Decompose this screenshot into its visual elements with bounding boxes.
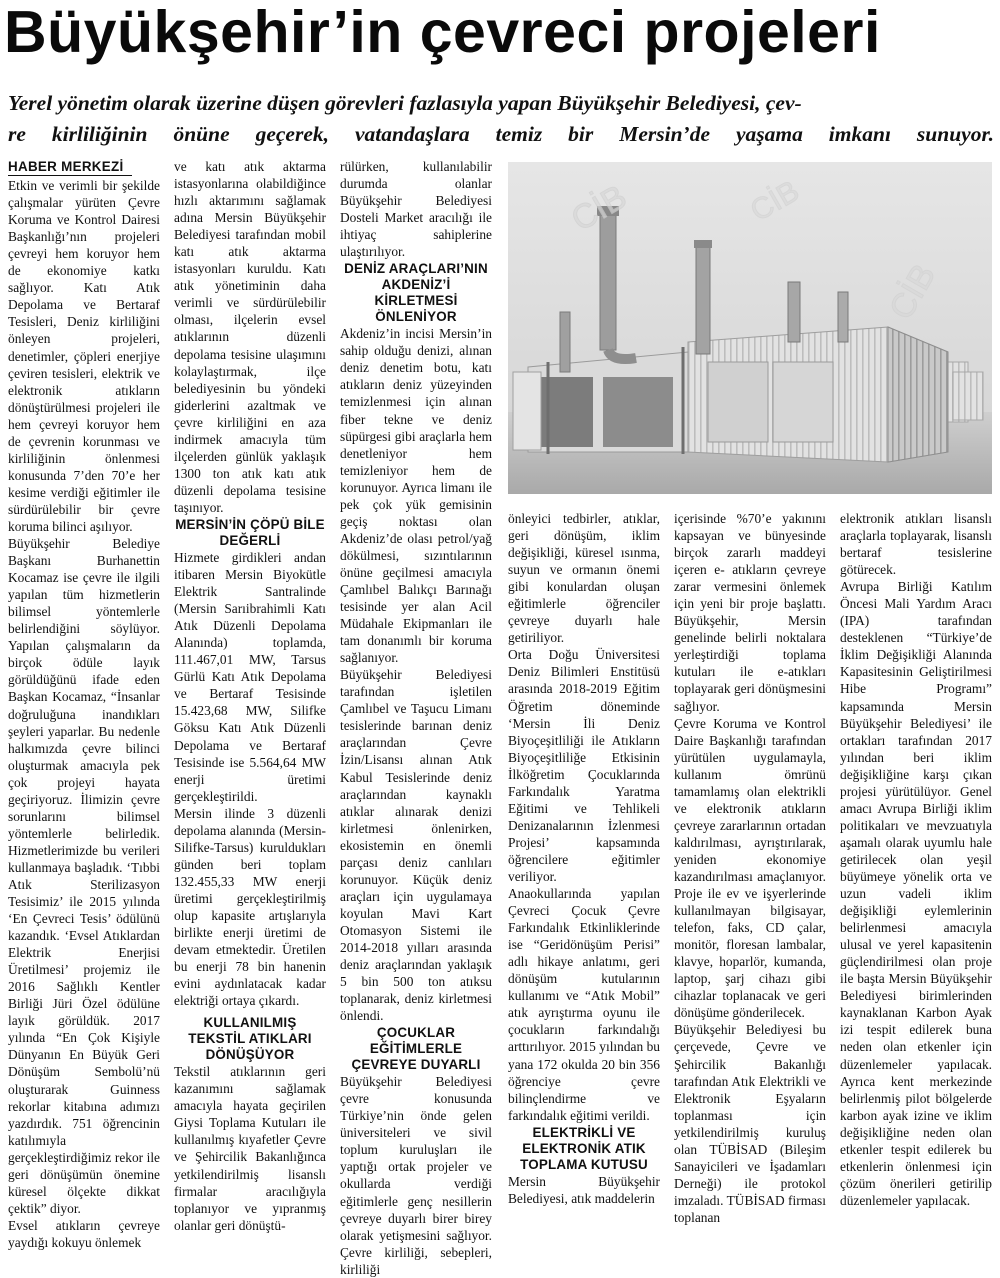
paragraph: Akdeniz’in incisi Mersin’in sahip olduğu denizi, alınan deniz denetim botu, katı atıkların deniz yüzeyinden temizlenmesi için alınan fiber tekne ve deniz süpürgesi gibi araçlarla hem denetleniyor hem temizleniyor hem de korunuyor. Ayrıca limanı ile pek çok yük gemisinin geçiş noktası olan Akdeniz’de olası petrol/yağ dökülmesi, sızıntılarının önüne geçilmesi amacıyla Çamlıbel Balıkçı Barınağı tesisinde yer alan Acil Müdahale Ekipmanları ile tam donanımlı bir koruma sağlanıyor. (340, 326, 492, 666)
byline: HABER MERKEZİ (8, 158, 132, 176)
paragraph: Anaokullarında yapılan Çevreci Çocuk Çevre Farkındalık Etkinliklerinde ise “Geridönüşüm Perisi” adlı hikaye anlatımı, geri dönüşüm kutularının kullanımı ve “Atık Mobil” atık ayrıştırma oyunu ile çocukların farkındalığı arttırılıyor. 2015 yılından bu yana 172 okulda 20 bin 356 öğrenciye çevre bilinçlendirme ve farkındalık eğitimi verildi. (508, 886, 660, 1123)
headline: Büyükşehir’in çevreci projeleri (4, 0, 881, 65)
paragraph: Büyükşehir Belediyesi tarafından işletilen Çamlıbel ve Taşucu Limanı tesislerinde barınan deniz araçlarından Çevre İzin/Lisansı alınan Atık Kabul Tesislerinde deniz araçlarından kaynaklı atıklar alınarak denizi kirletmesi önlenirken, ekosistemin en önemli parçası deniz canlıları korunuyor. Küçük deniz araçları için uygulamaya koyulan Mavi Kart Otomasyon Sistemi ile 2014-2018 yılları arasında deniz araçlarından yaklaşık 5 bin 500 ton atıksu toplanarak, deniz kirletmesi önlendi. (340, 667, 492, 1024)
photo-illustration (508, 162, 992, 494)
paragraph: Etkin ve verimli bir şekilde çalışmalar yürüten Çevre Koruma ve Kontrol Dairesi Başkanlığı’nın projeleri çevreyi hem koruyor hem de ekonomiye katkı sağlıyor. Katı Atık Depolama ve Bertaraf Tesisleri, Deniz kirliliğini önleyen projeleri, denetimler, çöpleri enerjiye çeviren tesisleri, elektrik ve elektronik atıkların dönüştürülmesi projeleri ile hem çevreyi koruyor hem de çevrenin korunması ve kirliliğinin önlenmesi konusunda 7’den 70’e her kesime verdiği eğitimler ile sürdürülebilir bir çevre koruma bilinci aşılıyor. (8, 178, 160, 534)
paragraph: Büyükşehir Belediye Başkanı Burhanettin Kocamaz ise çevre ile ilgili yapılan tüm hizmetlerin bilimsel yöntemlerle belirlendiğini söylüyor. Yapılan çalışmaların da birçok ödüle layık görüldüğünü ifade eden Başkan Kocamaz, “İnsanlar doğruluğuna inandıkları şeyleri yaparlar. Bu nedenle halkımızda çevre bilinci oluşturmak amacıyla pek çok projeyi hayata geçiriyoruz. İlimizin çevre sorunlarını bilimsel yöntemlerle belirledik. Hizmetlerimizde bu verileri kullanmaya başladık. ‘Tıbbi Atık Sterilizasyon Tesisimiz’ ile 2015 yılında ‘En Çevreci Tesis’ ödülünü kazandık. ‘Evsel Atıklardan Elektrik Enerjisi Üretilmesi’ projemiz ile 2016 Sağlıklı Kentler Birliği Jüri Özel ödülüne layık görüldük. 2017 yılında “En Çok Kişiyle Dünyanın En Büyük Geri Dönüşüm Sembolü’nü oluşturarak Guinness rekorlar kitabına adımızı yazdırdık. 751 öğrencinin katılımıyla gerçekleştirdiğimiz rekor ile geri dönüşümün önemine küresel ölçekte dikkat çektik” diyor. (8, 536, 160, 1216)
photo-watermark: CİB (565, 177, 634, 239)
paragraph: Büyükşehir Belediyesi bu çerçevede, Çevre ve Şehircilik Bakanlığı tarafından Atık Elektrikli ve Elektronik Eşyaların toplanması için yetkilendirilmiş kuruluş olan TÜBİSAD (Bileşim Sanayicileri ve İşadamları Derneği) ile protokol imzaladı. TÜBİSAD firması toplanan (674, 1022, 826, 1225)
paragraph: Orta Doğu Üniversitesi Deniz Bilimleri Enstitüsü arasında 2018-2019 Eğitim Öğretim döneminde ‘Mersin İli Deniz Biyoçeşitliliği ile Atıkların Biyoçeşitliliğe Etkisinin İlköğretim Çocuklarında Farkındalık Yaratma Eğitimi ve Tehlikeli Denizanalarının İzlenmesi Projesi’ kapsamında öğrencilere eğitimler veriliyor. (508, 647, 660, 884)
paragraph: Mersin Büyükşehir Belediyesi, atık maddelerin (508, 1173, 660, 1206)
subtitle-line-1: Yerel yönetim olarak üzerine düşen görevleri fazlasıyla yapan Büyükşehir Belediyesi, çev- (8, 91, 802, 115)
paragraph: ve katı atık aktarma istasyonlarına olabildiğince hızlı aktarımını sağlamak adına Mersin Büyükşehir Belediyesi tarafından mobil katı atık aktarma istasyonları kuruldu. Katı atık yönetiminin daha verimli ve sürdürülebilir olması, ilçelerin evsel atıklarının düzenli depolama tesisine ulaşımını kolaylaştırmak, ilçe belediyesinin bu yöndeki giderlerini azaltmak ve çevre kirliliğini en aza indirmek amacıyla tüm ilçelerden günlük yaklaşık 1300 ton atık katı atık düzenli depolama tesisine taşınıyor. (174, 159, 326, 515)
paragraph: Mersin ilinde 3 düzenli depolama alanında (Mersin-Silifke-Tarsus) kuruldukları günden beri toplam 132.455,33 MW enerji üretimi gerçekleştirilmiş olup kapasite artışlarıyla birlikte enerji üretimi de devam etmektedir. Üretilen bu enerji 78 bin hanenin evini aydınlatacak kadar elektriği ortaya çıkardı. (174, 805, 326, 1009)
paragraph: Çevre Koruma ve Kontrol Daire Başkanlığı tarafından yürütülen uygulamayla, kullanım ömrünü tamamlamış olan elektrikli ve elektronik atıkların çevreye zararlarının ortadan kaldırılması, ayrıştırılarak, yeniden ekonomiye kazandırılması amaçlanıyor. Proje ile ev ve işyerlerinde kullanılmayan bilgisayar, telefon, faks, CD çalar, monitör, floresan lambalar, klavye, hoparlör, kumanda, laptop, şarj cihazı gibi cihazlar toplanacak ve geri dönüşüme gönderilecek. (674, 715, 826, 1021)
column-1 (8, 158, 160, 1250)
photo-watermark: CİB (745, 174, 805, 229)
paragraph: Evsel atıkların çevreye yaydığı kokuyu önlemek (8, 1217, 160, 1250)
column-4 (508, 510, 660, 1226)
paragraph: içerisinde %70’e yakınını kapsayan ve bünyesinde birçok zararlı maddeyi içeren e- atıkların çevreye zarar vermesini önlemek için yeni bir proje başlattı. Büyükşehir, Mersin genelinde belirli noktalara yerleştirdiği toplama kutuları ile e-atıkları toplayarak geri dönüşmesini sağlıyor. (674, 511, 826, 714)
paragraph: Büyükşehir Belediyesi çevre konusunda Türkiye’nin önde gelen üniversiteleri ve sivil toplum kuruluşları ile yaptığı ortak projeler ve okullarda verdiği eğitimlerle genç nesillerin çevreye duyarlı birer birey olarak yetişmesini sağlıyor. Çevre kirliliği, sebepleri, kirliliği (340, 1074, 492, 1277)
section-heading: ELEKTRİKLİ VE ELEKTRONİK ATIK TOPLAMA KUTUSU (520, 1124, 648, 1172)
section-heading: KULLANILMIŞ TEKSTİL ATIKLARI DÖNÜŞÜYOR (188, 1015, 312, 1063)
photo-watermark: CİB (882, 257, 944, 326)
paragraph: önleyici tedbirler, atıklar, geri dönüşüm, iklim değişikliği, küresel ısınma, suyun ve ormanın önemi gibi konulardan oluşan eğitimlerle öğrenciler çevreye duyarlı hale getiriliyor. (508, 511, 660, 646)
paragraph: elektronik atıkları lisanslı araçlarla toplayarak, lisanslı bertaraf tesislerine götürecek. (840, 511, 992, 578)
subtitle (8, 88, 994, 150)
paragraph: rülürken, kullanılabilir durumda olanlar Büyükşehir Belediyesi Dosteli Market aracılığı ile ihtiyaç sahiplerine ulaştırılıyor. (340, 159, 492, 260)
subtitle-line-2: re kirliliğinin önüne geçerek, vatandaşlara temiz bir Mersin’de yaşama imkanı sunuyor. (8, 122, 994, 146)
column-6 (840, 510, 992, 1226)
section-heading: MERSİN’İN ÇÖPÜ BİLE DEĞERLİ (175, 516, 325, 548)
section-heading: DENİZ ARAÇLARI’NIN AKDENİZ’İ KİRLETMESİ ÖNLENİYOR (344, 261, 488, 325)
paragraph: Avrupa Birliği Katılım Öncesi Mali Yardım Aracı (IPA) tarafından desteklenen “Türkiye’de İklim Değişikliği Alanında Kapasitesinin Geliştirilmesi Hibe Programı” kapsamında Mersin Büyükşehir Belediyesi’ ile ortakları tarafından 2017 yılından beri iklim değişikliğine karşı çıkan projesi yürütülüyor. Genel amacı Avrupa Birliği iklim politikaları ve mevzuatıyla aşamalı olarak uyumlu hale getirilecek olan yeşil büyümeye yönelik orta ve uzun vadeli iklim değişikliği eylemlerinin belirlenmesi amacıyla ulusal ve yerel kapasitenin güçlendirilmesi olan proje ile başta Mersin Büyükşehir Belediyesi birimlerinden kaynaklanan Karbon Ayak izi tespit edilerek buna neden olan etkenler için düzenlemeler yapılacak. Ayrıca kent merkezinde belirlenmiş pilot bölgelerde karbon ayak izine ve iklim değişikliğine neden olan etkenler tespit edilerek bu etkenlerin önlenmesi için çözüm önerileri getirilip düzenlemeler yapılacak. (840, 579, 992, 1208)
paragraph: Tekstil atıklarının geri kazanımını sağlamak amacıyla hayata geçirilen Giysi Toplama Kutuları ile kullanılmış kıyafetler Çevre ve Şehircilik Bakanlığınca yetkilendirilmiş lisanslı firmalar aracılığıyla toplanıyor ve yıpranmış olanlar geri dönüştü- (174, 1064, 326, 1233)
column-2 (174, 158, 326, 1233)
generator-containers-photo (508, 162, 992, 494)
section-heading: ÇOCUKLAR EĞİTİMLERLE ÇEVREYE DUYARLI (351, 1025, 481, 1073)
column-3 (340, 158, 492, 1277)
column-5 (674, 510, 826, 1226)
paragraph: Hizmete girdikleri andan itibaren Mersin Biyokütle Elektrik Santralinde (Mersin Sarıibrahimli Katı Atık Düzenli Depolama Alanında) toplamda, 111.467,01 MW, Tarsus Gürlü Katı Atık Depolama ve Bertaraf Tesisinde 15.423,68 MW, Silifke Göksu Katı Atık Düzenli Depolama ve Bertaraf Tesisinde ise 5.564,64 MW enerji üretimi gerçekleştirildi. (174, 549, 326, 804)
